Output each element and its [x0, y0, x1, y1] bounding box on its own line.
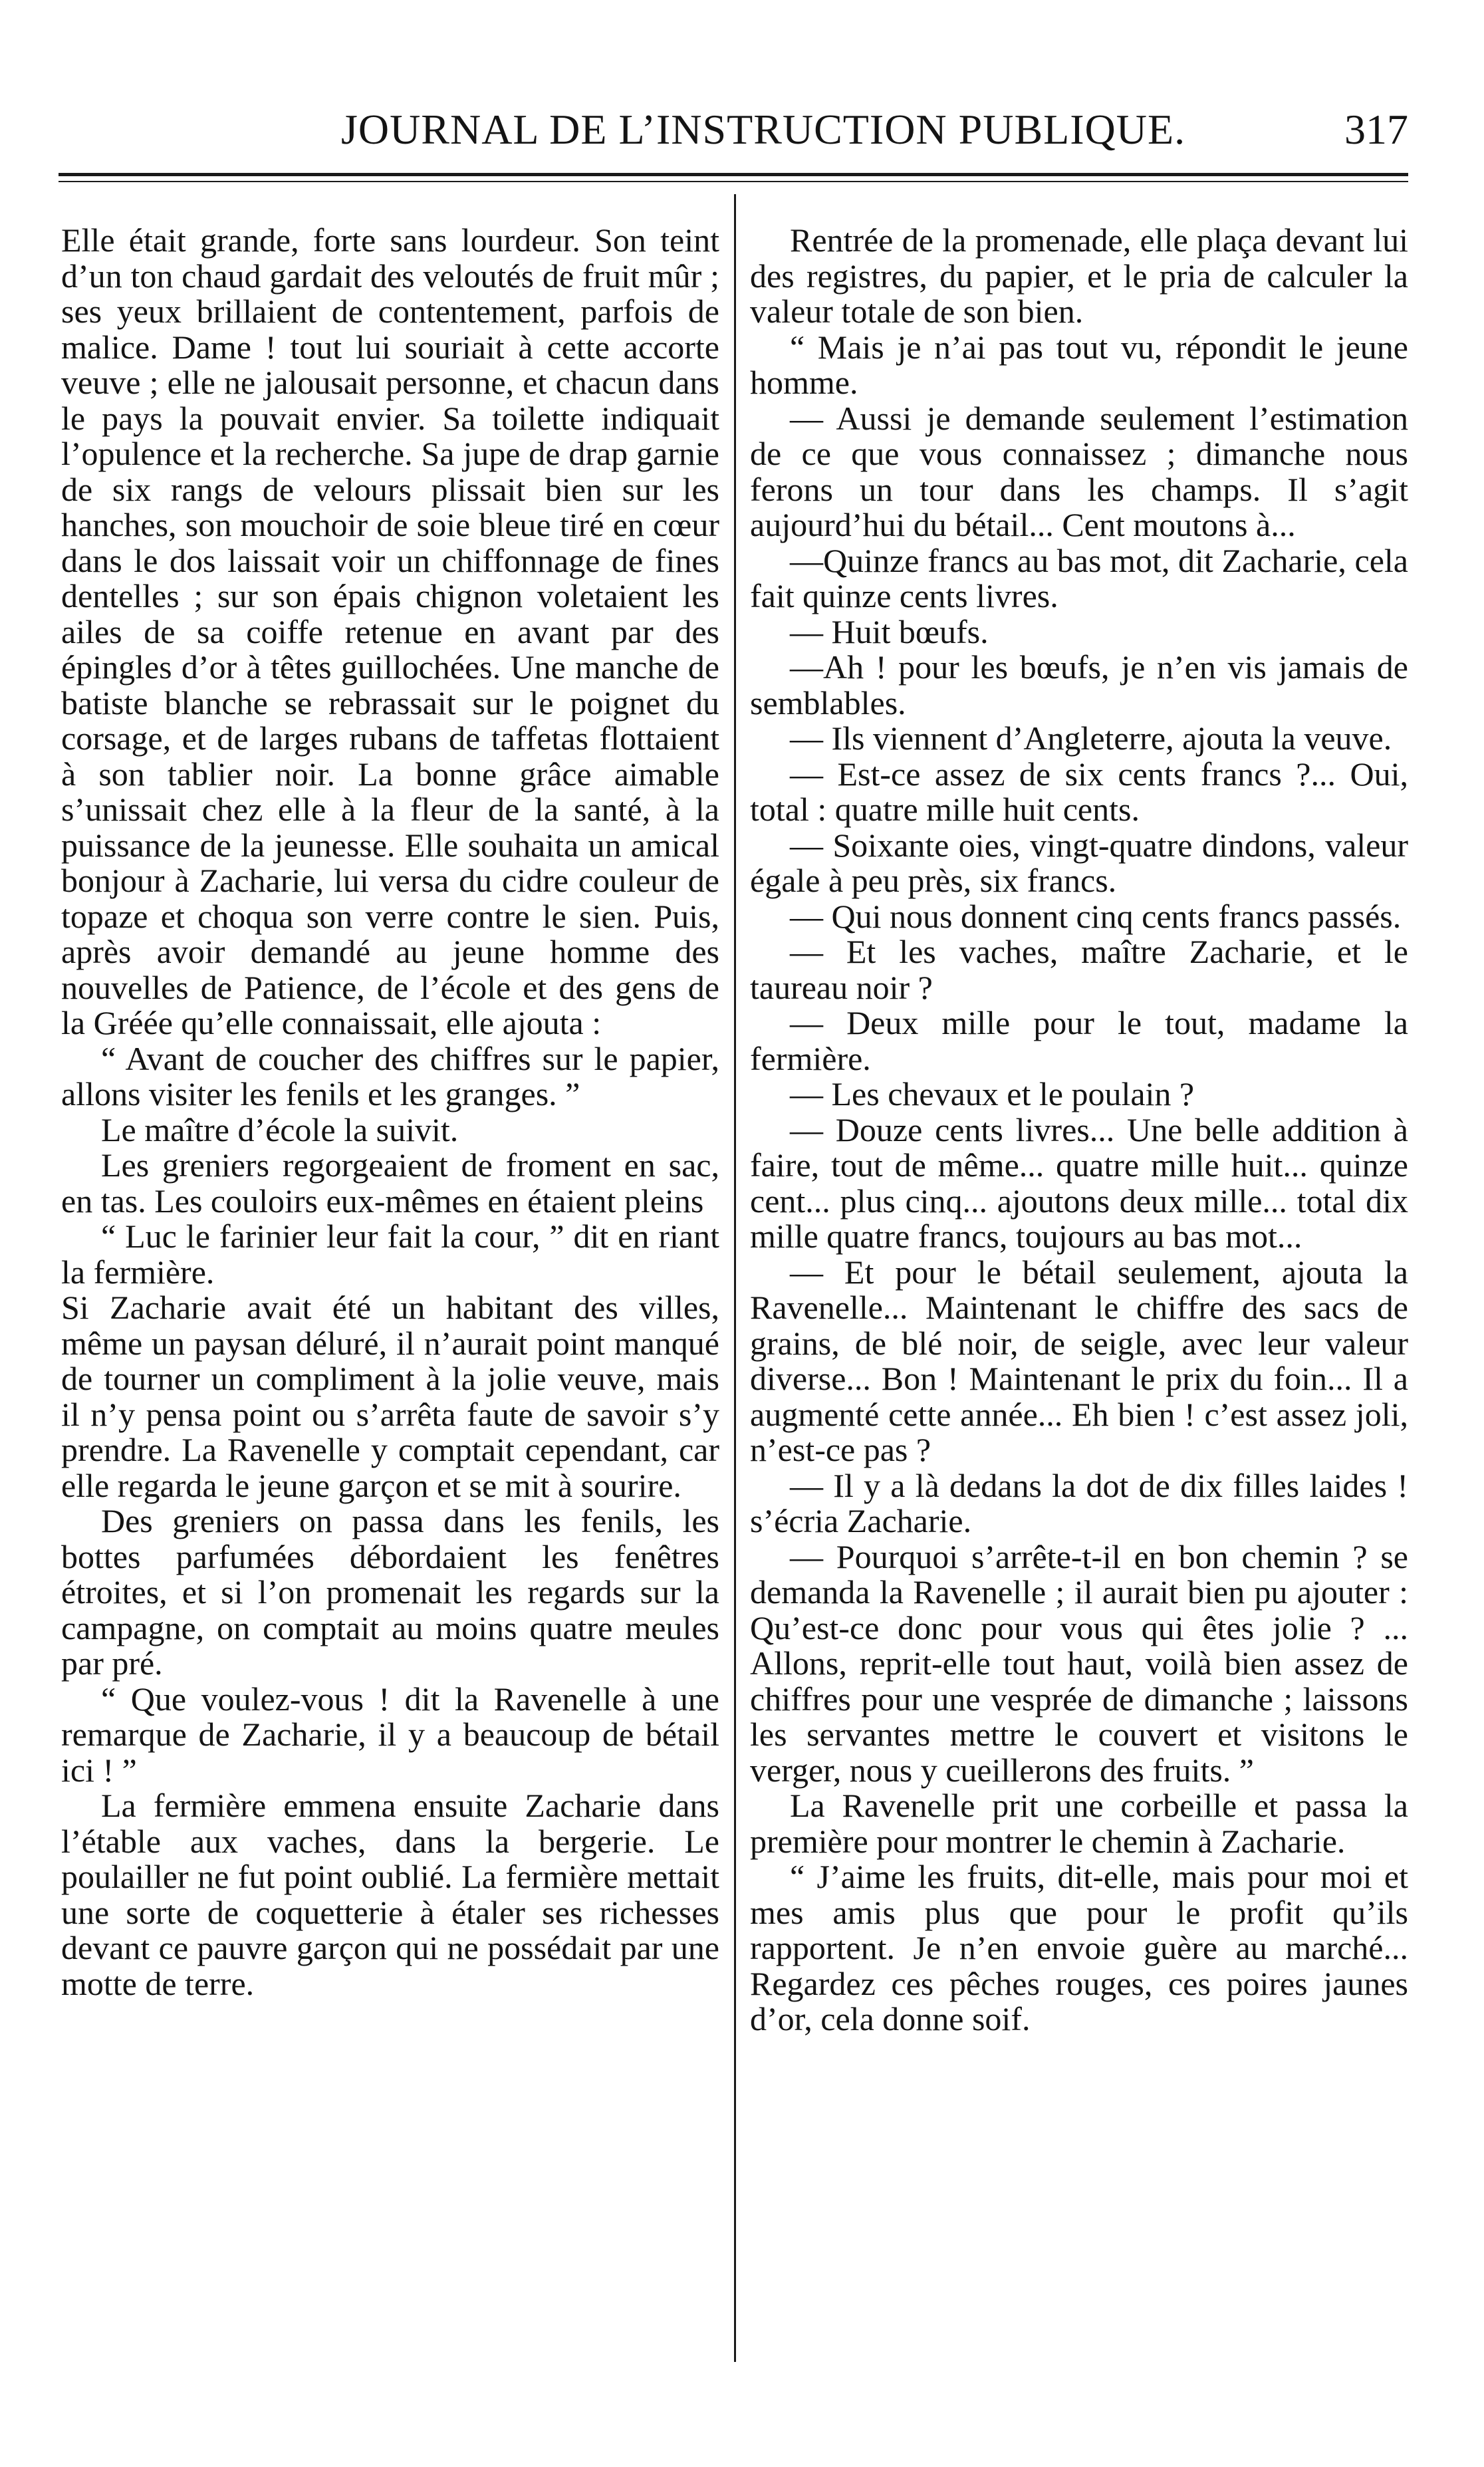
paragraph: —Ah ! pour les bœufs, je n’en vis jamais de semblables.: [750, 648, 1408, 721]
paragraph: — Huit bœufs.: [790, 612, 989, 650]
paragraph: “ J’aime les fruits, dit-elle, mais pour moi et mes amis plus que pour le profit qu’ils rapportent. Je n’en envoie guère au marché... Regardez ces pêches rouges, ces poires jaunes d’or, cela donne soif.: [750, 1858, 1408, 2037]
paragraph: — Aussi je demande seulement l’estimation de ce que vous connaissez ; dimanche nous ferons un tour dans les champs. Il s’agit aujourd’hui du bétail... Cent moutons à...: [750, 399, 1408, 543]
paragraph: — Soixante oies, vingt-quatre dindons, valeur égale à peu près, six francs.: [750, 826, 1408, 899]
paragraph: Des greniers on passa dans les fenils, les bottes parfumées débordaient les fenêtres étroites, et si l’on promenait les regards sur la campagne, on comptait au moins quatre meules par pré.: [61, 1502, 719, 1682]
paragraph: — Ils viennent d’Angleterre, ajouta la veuve.: [790, 719, 1392, 757]
paragraph: — Douze cents livres... Une belle addition à faire, tout de même... quatre mille huit... quinze cent... plus cinq... ajoutons deux mille... total dix mille quatre francs, toujours au bas mot...: [750, 1110, 1408, 1255]
paragraph: — Pourquoi s’arrête-t-il en bon chemin ? se demanda la Ravenelle ; il aurait bien pu ajouter : Qu’est-ce donc pour vous qui êtes jolie ? ... Allons, reprit-elle tout haut, voilà bien assez de chiffres pour une vesprée de dimanche ; laissons les servantes mettre le couvert et visitons le verger, nous y cueillerons des fruits. ”: [750, 1537, 1408, 1789]
running-header: [59, 100, 1408, 160]
paragraph: — Deux mille pour le tout, madame la fermière.: [750, 1004, 1408, 1077]
paragraph: La Ravenelle prit une corbeille et passa la première pour montrer le chemin à Zacharie.: [750, 1787, 1408, 1860]
paragraph: “ Mais je n’ai pas tout vu, répondit le jeune homme.: [750, 328, 1408, 401]
journal-title: JOURNAL DE L’INSTRUCTION PUBLIQUE.: [340, 106, 1186, 153]
paragraph: —Quinze francs au bas mot, dit Zacharie, cela fait quinze cents livres.: [750, 541, 1408, 614]
header-rule-thick: [59, 173, 1408, 176]
paragraph: — Et les vaches, maître Zacharie, et le taureau noir ?: [750, 933, 1408, 1006]
paragraph: Les greniers regorgeaient de froment en sac, en tas. Les couloirs eux-mêmes en étaient pleins: [61, 1146, 719, 1220]
paragraph: Elle était grande, forte sans lourdeur. Son teint d’un ton chaud gardait des veloutés de fruit mûr ; ses yeux brillaient de contentement, parfois de malice. Dame ! tout lui souriait à cette accorte veuve ; elle ne jalousait personne, et chacun dans le pays la pouvait envier. Sa toilette indiquait l’opulence et la recherche. Sa jupe de drap garnie de six rangs de velours plissait bien sur les hanches, son mouchoir de soie bleue tiré en cœur dans le dos laissait voir un chiffonnage de fines dentelles ; sur son épais chignon voletaient les ailes de sa coiffe retenue en avant par des épingles d’or à têtes guillochées. Une manche de batiste blanche se rebrassait sur le poignet du corsage, et de larges rubans de taffetas flottaient à son tablier noir. La bonne grâce aimable s’unissait chez elle à la fleur de la santé, à la puissance de la jeunesse. Elle souhaita un amical bonjour à Zacharie, lui versa du cidre couleur de topaze et choqua son verre contre le sien. Puis, après avoir demandé au jeune homme des nouvelles de Patience, de l’école et des gens de la Gréée qu’elle connaissait, elle ajouta :: [61, 221, 719, 1041]
paragraph: — Les chevaux et le poulain ?: [790, 1075, 1195, 1112]
paragraph: Le maître d’école la suivit.: [101, 1110, 459, 1148]
paragraph: “ Avant de coucher des chiffres sur le papier, allons visiter les fenils et les granges. ”: [61, 1039, 719, 1112]
paragraph: “ Que voulez-vous ! dit la Ravenelle à une remarque de Zacharie, il y a beaucoup de bétail ici ! ”: [61, 1680, 719, 1789]
paragraph: — Qui nous donnent cinq cents francs passés.: [790, 897, 1402, 935]
page-number: 317: [1344, 106, 1408, 153]
header-rule-thin: [59, 181, 1408, 182]
paragraph: — Est-ce assez de six cents francs ?... Oui, total : quatre mille huit cents.: [750, 755, 1408, 828]
paragraph: “ Luc le farinier leur fait la cour, ” dit en riant la fermière.: [61, 1218, 719, 1291]
paragraph: Si Zacharie avait été un habitant des villes, même un paysan déluré, il n’aurait point manqué de tourner un compliment à la jolie veuve, mais il n’y pensa point ou s’arrêta faute de savoir s’y prendre. La Ravenelle y comptait cependant, car elle regarda le jeune garçon et se mit à sourire.: [61, 1289, 719, 1504]
paragraph: La fermière emmena ensuite Zacharie dans l’étable aux vaches, dans la bergerie. Le poulailler ne fut point oublié. La fermière mettait une sorte de coquetterie à étaler ses richesses devant ce pauvre garçon qui ne possédait par une motte de terre.: [61, 1787, 719, 2002]
column-divider: [734, 194, 736, 2362]
right-column: [750, 223, 1408, 2037]
left-column: [61, 223, 719, 2002]
paragraph: Rentrée de la promenade, elle plaça devant lui des registres, du papier, et le pria de calculer la valeur totale de son bien.: [750, 221, 1408, 330]
paragraph: — Il y a là dedans la dot de dix filles laides ! s’écria Zacharie.: [750, 1466, 1408, 1539]
paragraph: — Et pour le bétail seulement, ajouta la Ravenelle... Maintenant le chiffre des sacs de grains, de blé noir, de seigle, avec leur valeur diverse... Bon ! Maintenant le prix du foin... Il a augmenté cette année... Eh bien ! c’est assez joli, n’est-ce pas ?: [750, 1253, 1408, 1468]
